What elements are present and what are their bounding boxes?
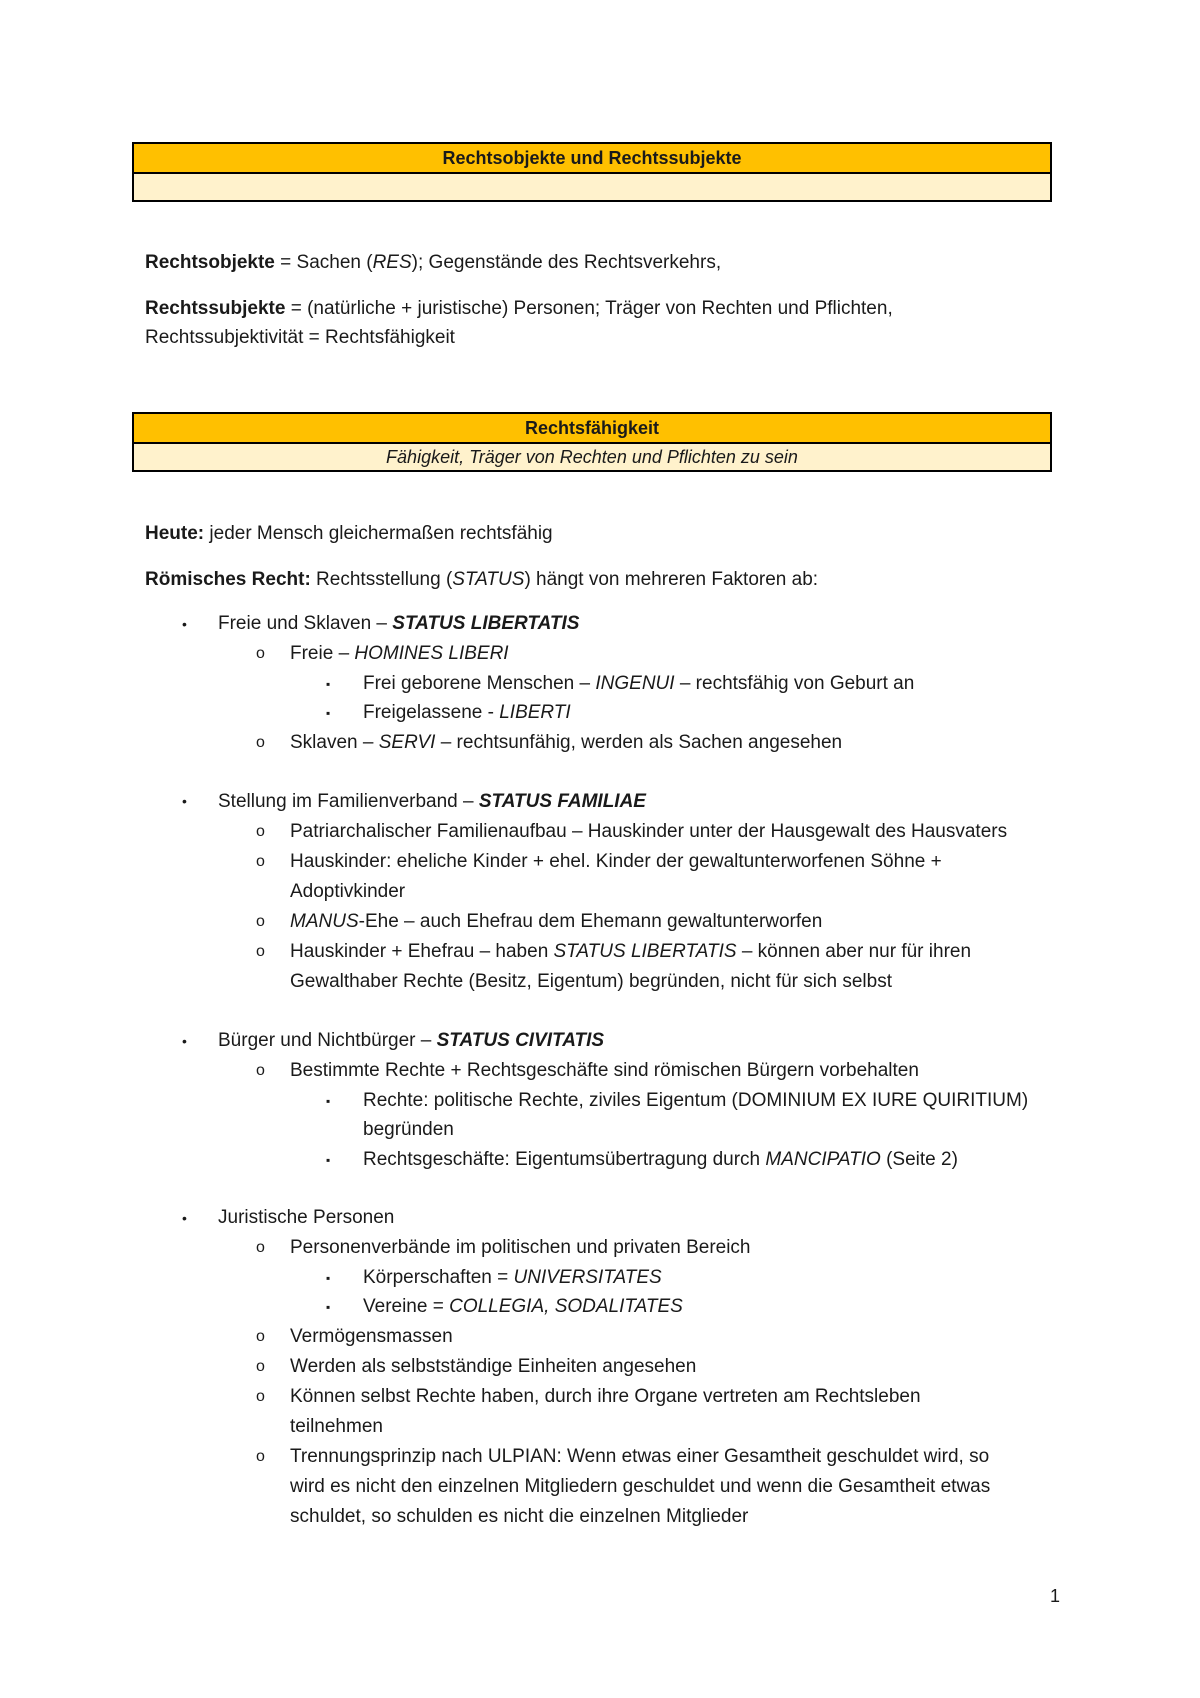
bullet-icon: ▪ [326, 1153, 331, 1167]
bullet-icon: ▪ [326, 1271, 331, 1285]
latin-term: LIBERTI [499, 702, 571, 723]
list-item-vereine: Vereine = COLLEGIA, SODALITATES [363, 1296, 683, 1317]
bullet-icon: • [182, 1210, 187, 1226]
paragraph-heute: Heute: jeder Mensch gleichermaßen rechtsfähig [145, 523, 553, 544]
list-item-vermoegensmassen: Vermögensmassen [290, 1326, 453, 1347]
list-item-hauskinder: Hauskinder: eheliche Kinder + ehel. Kinder der gewaltunterworfenen Söhne + [290, 851, 942, 872]
section-header-rechtsfaehigkeit [132, 412, 1052, 472]
list-item-hauskinder-line2: Adoptivkinder [290, 881, 406, 902]
section-title: Rechtsfähigkeit [134, 414, 1050, 444]
list-item-civitatis: Bürger und Nichtbürger – STATUS CIVITATIS [218, 1030, 605, 1051]
list-item-trennungsprinzip-line3: schuldet, so schulden es nicht die einzelnen Mitglieder [290, 1506, 749, 1527]
list-item-libertatis: Freie und Sklaven – STATUS LIBERTATIS [218, 613, 580, 634]
section-title: Rechtsobjekte und Rechtssubjekte [134, 144, 1050, 174]
list-item-rechte-haben-line2: teilnehmen [290, 1416, 383, 1437]
list-item-servi: Sklaven – SERVI – rechtsunfähig, werden als Sachen angesehen [290, 732, 843, 753]
bullet-icon: o [256, 823, 265, 840]
bullet-icon: ▪ [326, 706, 331, 720]
bullet-icon: o [256, 943, 265, 960]
term-roemisches-recht: Römisches Recht: [145, 569, 311, 590]
bullet-icon: ▪ [326, 1300, 331, 1314]
list-item-koerperschaften: Körperschaften = UNIVERSITATES [363, 1267, 662, 1288]
list-item-rechtsgeschaefte: Rechtsgeschäfte: Eigentumsübertragung durch MANCIPATIO (Seite 2) [363, 1149, 958, 1170]
bullet-icon: o [256, 1448, 265, 1465]
list-item-familiae: Stellung im Familienverband – STATUS FAMILIAE [218, 791, 646, 812]
term-rechtsobjekte: Rechtsobjekte [145, 252, 275, 273]
bullet-icon: • [182, 616, 187, 632]
section-header-rechtsobjekte [132, 142, 1052, 202]
latin-term: UNIVERSITATES [513, 1267, 662, 1288]
status-term: STATUS FAMILIAE [478, 791, 646, 812]
list-item-personenverbaende: Personenverbände im politischen und privaten Bereich [290, 1237, 751, 1258]
bullet-icon: o [256, 1328, 265, 1345]
bullet-icon: o [256, 1062, 265, 1079]
paragraph-rechtsobjekte: Rechtsobjekte = Sachen (RES); Gegenstände des Rechtsverkehrs, [145, 252, 722, 273]
bullet-icon: o [256, 1358, 265, 1375]
list-item-buergerrechte: Bestimmte Rechte + Rechtsgeschäfte sind römischen Bürgern vorbehalten [290, 1060, 919, 1081]
latin-term: HOMINES LIBERI [354, 643, 509, 664]
bullet-icon: • [182, 1033, 187, 1049]
latin-term: RES [372, 252, 412, 273]
status-term: STATUS LIBERTATIS [392, 613, 580, 634]
list-item-trennungsprinzip-line2: wird es nicht den einzelnen Mitgliedern geschuldet und wenn die Gesamtheit etwas [290, 1476, 991, 1497]
section-subtitle-empty [134, 174, 1050, 200]
list-item-rechte: Rechte: politische Rechte, ziviles Eigentum (DOMINIUM EX IURE QUIRITIUM) [363, 1090, 1029, 1111]
list-item-einheiten: Werden als selbstständige Einheiten angesehen [290, 1356, 697, 1377]
list-item-hauskinder-ehefrau: Hauskinder + Ehefrau – haben STATUS LIBERTATIS – können aber nur für ihren [290, 941, 972, 962]
latin-term: STATUS LIBERTATIS [553, 941, 737, 962]
latin-term: COLLEGIA, SODALITATES [449, 1296, 683, 1317]
list-item-rechte-haben: Können selbst Rechte haben, durch ihre Organe vertreten am Rechtsleben [290, 1386, 921, 1407]
bullet-icon: ▪ [326, 677, 331, 691]
status-term: STATUS CIVITATIS [436, 1030, 605, 1051]
page-number: 1 [1050, 1586, 1061, 1606]
list-item-manus-ehe: MANUS-Ehe – auch Ehefrau dem Ehemann gewaltunterworfen [290, 911, 823, 932]
section-subtitle: Fähigkeit, Träger von Rechten und Pflichten zu sein [134, 444, 1050, 470]
list-item-trennungsprinzip: Trennungsprinzip nach ULPIAN: Wenn etwas einer Gesamtheit geschuldet wird, so [290, 1446, 990, 1467]
latin-term: SERVI [378, 732, 436, 753]
paragraph-rechtssubjekte: Rechtssubjekte = (natürliche + juristische) Personen; Träger von Rechten und Pflichten, [145, 298, 893, 319]
latin-term: INGENUI [595, 673, 675, 694]
bullet-icon: ▪ [326, 1094, 331, 1108]
latin-term: MANUS [290, 911, 359, 932]
latin-term: STATUS [452, 569, 525, 590]
bullet-icon: • [182, 793, 187, 809]
term-rechtssubjekte: Rechtssubjekte [145, 298, 286, 319]
bullet-icon: o [256, 853, 265, 870]
paragraph-roemisches-recht: Römisches Recht: Rechtsstellung (STATUS) hängt von mehreren Faktoren ab: [145, 569, 819, 590]
list-item-liberti: Freigelassene - LIBERTI [363, 702, 571, 723]
paragraph-rechtssubjekte-line2: Rechtssubjektivität = Rechtsfähigkeit [145, 327, 455, 348]
term-heute: Heute: [145, 523, 205, 544]
list-item-juristische-personen: Juristische Personen [218, 1207, 395, 1228]
list-item-patriarchalisch: Patriarchalischer Familienaufbau – Hauskinder unter der Hausgewalt des Hausvaters [290, 821, 1008, 842]
bullet-icon: o [256, 1388, 265, 1405]
bullet-icon: o [256, 645, 265, 662]
list-item-freie: Freie – HOMINES LIBERI [290, 643, 509, 664]
list-item-hauskinder-ehefrau-line2: Gewalthaber Rechte (Besitz, Eigentum) begründen, nicht für sich selbst [290, 971, 892, 992]
bullet-icon: o [256, 734, 265, 751]
list-item-ingenui: Frei geborene Menschen – INGENUI – rechtsfähig von Geburt an [363, 673, 915, 694]
latin-term: MANCIPATIO [765, 1149, 881, 1170]
bullet-icon: o [256, 1239, 265, 1256]
bullet-icon: o [256, 913, 265, 930]
list-item-rechte-line2: begründen [363, 1119, 454, 1140]
